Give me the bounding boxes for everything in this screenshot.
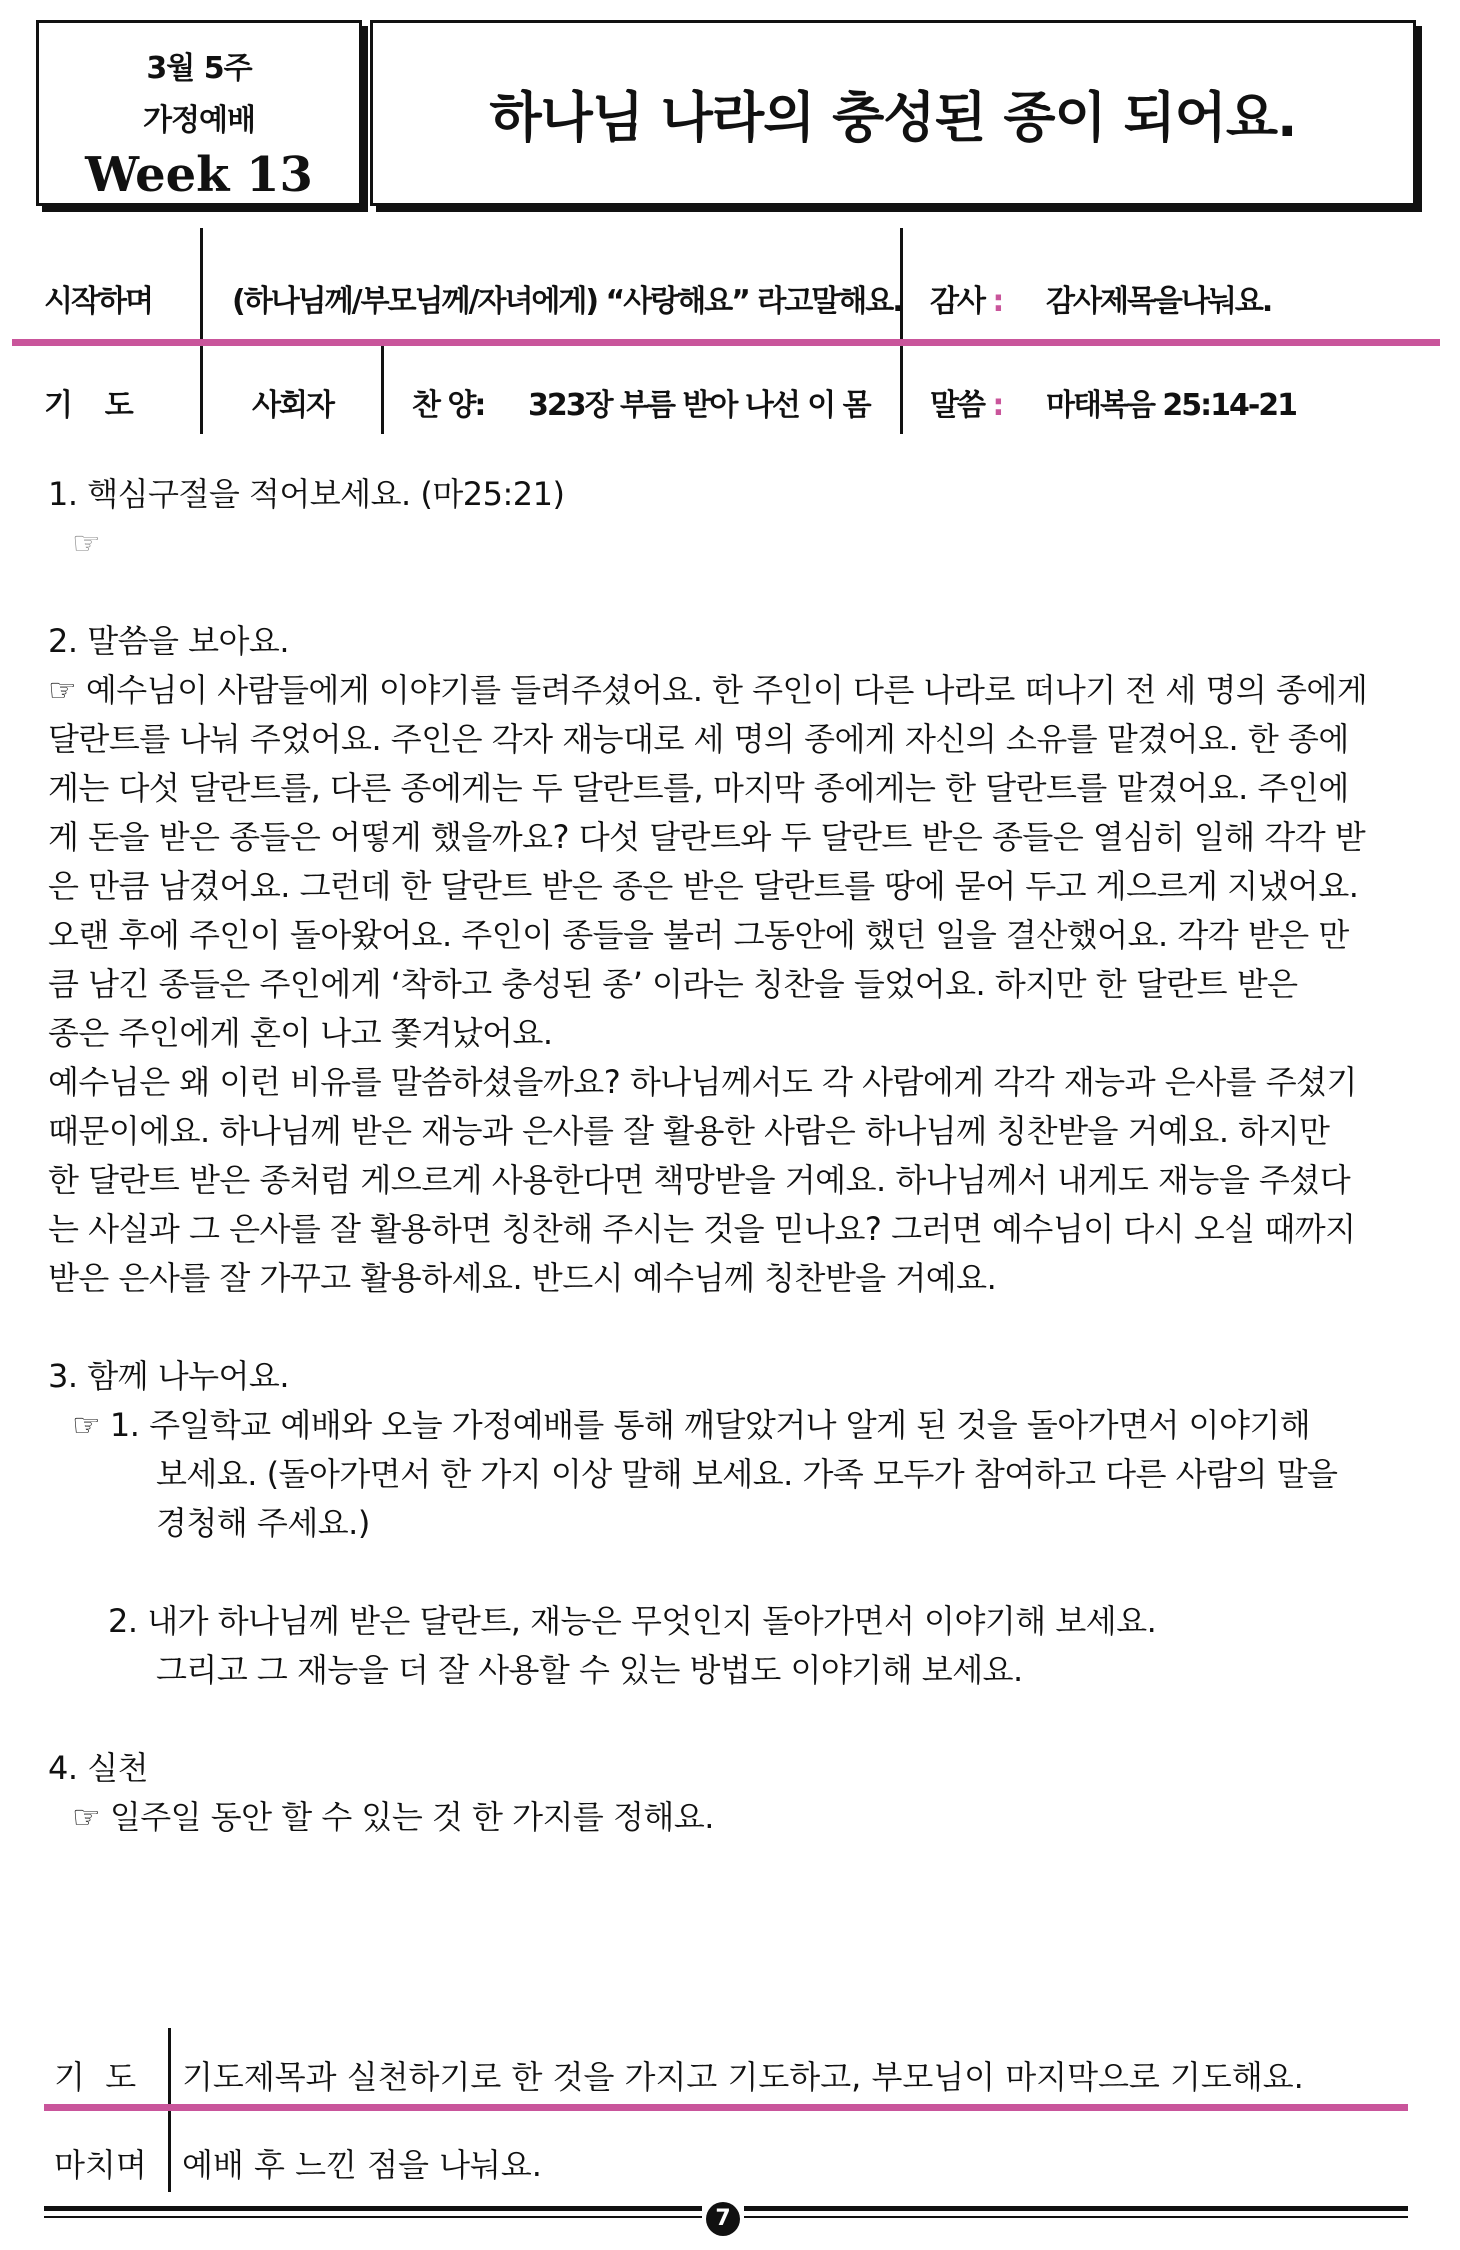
section-2-line: 받은 은사를 잘 가꾸고 활용하세요. 반드시 예수님께 칭찬받을 거예요. (48, 1259, 997, 1297)
title-box (370, 20, 1416, 206)
word-text: 마태복음 25:14-21 (1046, 388, 1297, 423)
section-3-item-1-line: ☞ 1. 주일학교 예배와 오늘 가정예배를 통해 깨달았거나 알게 된 것을 돌아가면서 이야기해 (72, 1406, 1311, 1444)
section-3-item-2-line: 그리고 그 재능을 더 잘 사용할 수 있는 방법도 이야기해 보세요. (156, 1651, 1023, 1689)
thanks-colon: : (992, 284, 1003, 319)
bottom-rule-right-thick (744, 2206, 1408, 2211)
section-2-line: ☞ 예수님이 사람들에게 이야기를 들려주셨어요. 한 주인이 다른 나라로 떠나기 전 세 명의 종에게 (48, 671, 1368, 709)
page-title: 하나님 나라의 충성된 종이 되어요. (489, 85, 1297, 149)
start-text: (하나님께/부모님께/자녀에게) “사랑해요” 라고말해요. (232, 284, 902, 319)
prayer-label: 기 도 (44, 388, 132, 423)
section-2-line: 종은 주인에게 혼이 나고 쫓겨났어요. (48, 1014, 553, 1052)
hymn-text: 323장 부름 받아 나선 이 몸 (528, 388, 870, 423)
bottom-rule-right-thin (744, 2216, 1408, 2218)
bottom-rule-left-thick (44, 2206, 702, 2211)
thanks-text: 감사제목을나눠요. (1046, 284, 1272, 319)
section-2-line: 큼 남긴 종들은 주인에게 ‘착하고 충성된 종’ 이라는 칭찬을 들었어요. 하지만 한 달란트 받은 (48, 965, 1298, 1003)
pointing-hand-icon: ☞ (72, 524, 101, 562)
footer-closing-text: 예배 후 느낀 점을 나눠요. (182, 2146, 542, 2184)
week-label: 3월 5주 (146, 51, 252, 86)
week-box (36, 20, 362, 206)
section-2-line: 달란트를 나눠 주었어요. 주인은 각자 재능대로 세 명의 종에게 자신의 소유를 맡겼어요. 한 종에 (48, 720, 1349, 758)
section-2-line: 한 달란트 받은 종처럼 게으르게 사용한다면 책망받을 거예요. 하나님께서 내게도 재능을 주셨다 (48, 1161, 1351, 1199)
spacer (48, 1303, 1428, 1352)
hymn-label: 찬 양: (412, 388, 485, 423)
info-divider-1 (200, 228, 203, 434)
worship-type-label: 가정예배 (143, 103, 255, 138)
thanks-label-text: 감사 (930, 284, 984, 319)
section-3-item-2-line: 2. 내가 하나님께 받은 달란트, 재능은 무엇인지 돌아가면서 이야기해 보세요. (108, 1602, 1157, 1640)
word-colon: : (992, 388, 1003, 423)
section-2-line: 은 만큼 남겼어요. 그런데 한 달란트 받은 종은 받은 달란트를 땅에 묻어 두고 게으르게 지냈어요. (48, 867, 1359, 905)
page-number: 7 (706, 2202, 740, 2236)
section-2-line: 게는 다섯 달란트를, 다른 종에게는 두 달란트를, 마지막 종에게는 한 달란트를 맡겼어요. 주인에 (48, 769, 1349, 807)
spacer (48, 568, 1428, 617)
leader-label: 사회자 (252, 388, 333, 423)
section-3-item-1-line: 보세요. (돌아가면서 한 가지 이상 말해 보세요. 가족 모두가 참여하고 다른 사람의 말을 (156, 1455, 1338, 1493)
section-4-line: ☞ 일주일 동안 할 수 있는 것 한 가지를 정해요. (72, 1798, 714, 1836)
bottom-rule-left-thin (44, 2216, 702, 2218)
start-label: 시작하며 (44, 284, 152, 319)
info-divider-2 (900, 228, 903, 434)
section-1-heading: 1. 핵심구절을 적어보세요. (마25:21) (48, 475, 565, 513)
word-label-text: 말씀 (930, 388, 984, 423)
section-2-line: 는 사실과 그 은사를 잘 활용하면 칭찬해 주시는 것을 믿나요? 그러면 예수님이 다시 오실 때까지 (48, 1210, 1356, 1248)
section-1-answer-line (48, 519, 1428, 568)
word-label (930, 380, 1002, 424)
section-3-heading: 3. 함께 나누어요. (48, 1357, 290, 1395)
info-row-separator (12, 339, 1440, 346)
footer-prayer-text: 기도제목과 실천하기로 한 것을 가지고 기도하고, 부모님이 마지막으로 기도해요. (182, 2058, 1304, 2096)
section-2-line: 예수님은 왜 이런 비유를 말씀하셨을까요? 하나님께서도 각 사람에게 각각 재능과 은사를 주셨기 (48, 1063, 1357, 1101)
section-2-heading: 2. 말씀을 보아요. (48, 622, 290, 660)
section-2-line: 때문이에요. 하나님께 받은 재능과 은사를 잘 활용한 사람은 하나님께 칭찬받을 거예요. 하지만 (48, 1112, 1330, 1150)
spacer (48, 1695, 1428, 1744)
footer-prayer-label: 기 도 (54, 2058, 137, 2096)
section-3-item-1-line: 경청해 주세요.) (156, 1504, 370, 1542)
section-2-line: 게 돈을 받은 종들은 어떻게 했을까요? 다섯 달란트와 두 달란트 받은 종들은 열심히 일해 각각 받 (48, 818, 1366, 856)
spacer (48, 1548, 1428, 1597)
section-2-line: 오랜 후에 주인이 돌아왔어요. 주인이 종들을 불러 그동안에 했던 일을 결산했어요. 각각 받은 만 (48, 916, 1349, 954)
worship-body (48, 470, 1428, 1842)
info-divider-3 (381, 345, 384, 434)
section-4-heading: 4. 실천 (48, 1749, 149, 1787)
thanks-label (930, 276, 1002, 320)
footer-row-separator (44, 2104, 1408, 2111)
week-number: Week 13 (85, 147, 313, 203)
footer-closing-label: 마치며 (54, 2146, 147, 2184)
